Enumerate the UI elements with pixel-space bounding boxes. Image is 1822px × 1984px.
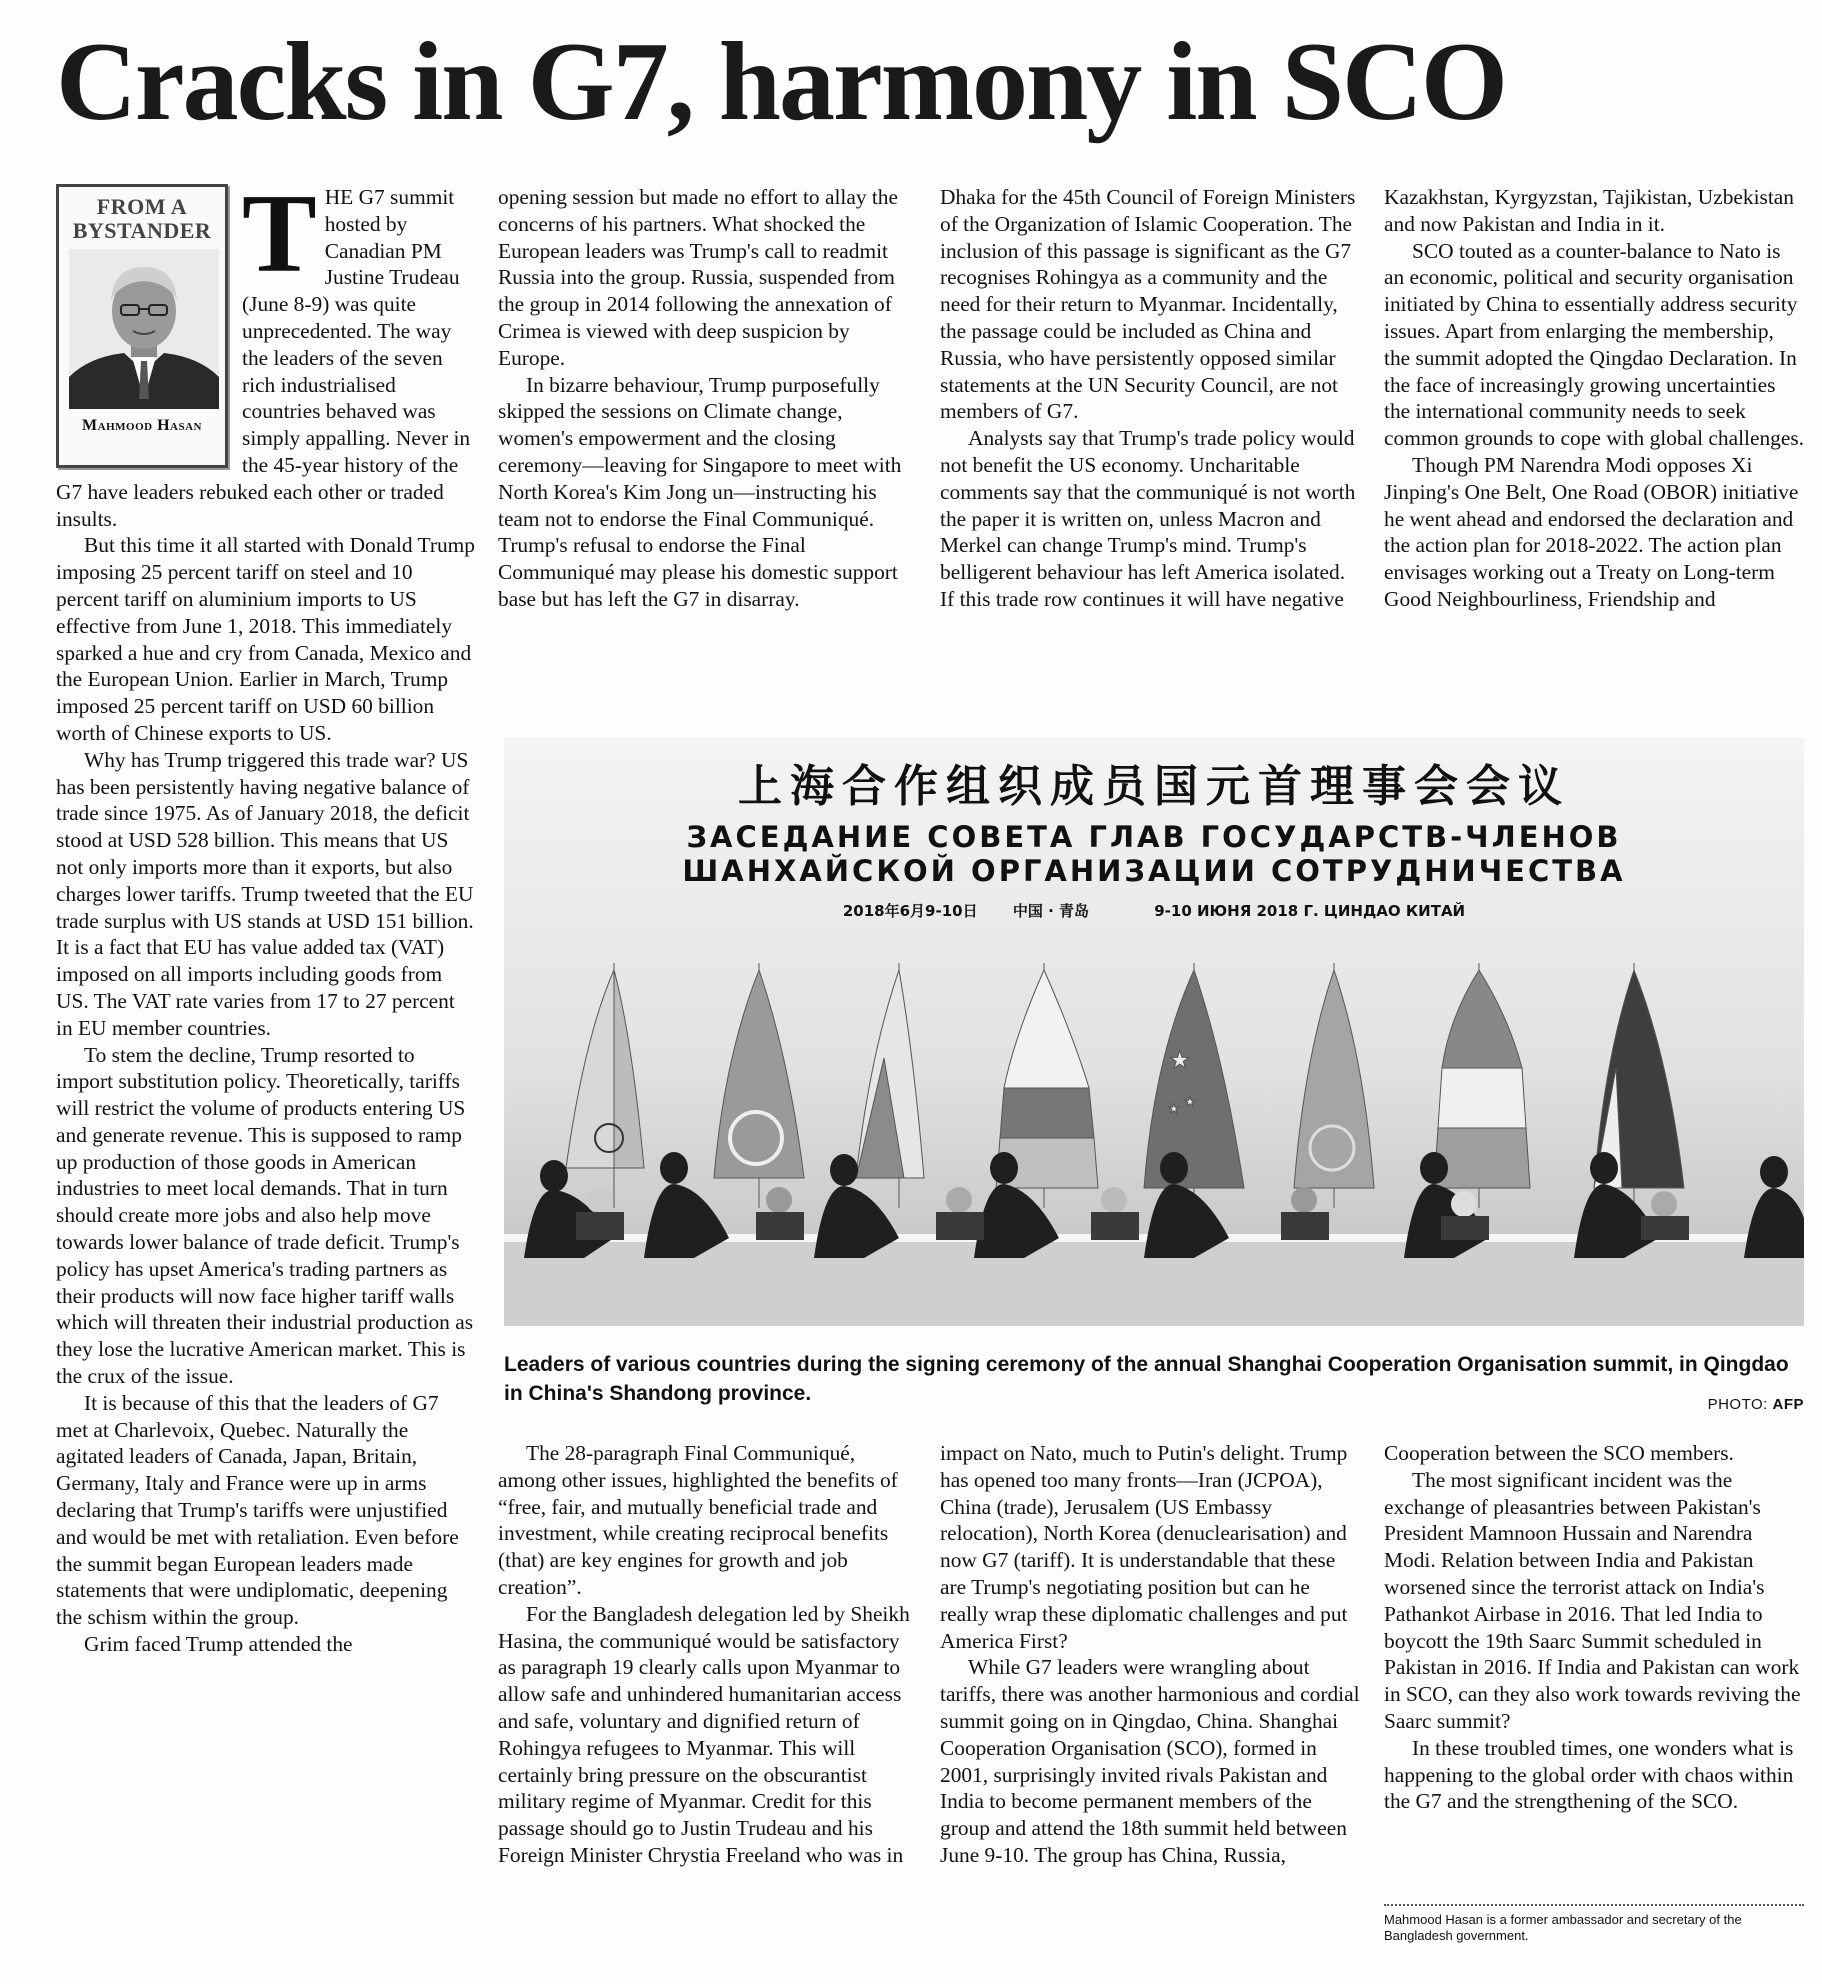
photo-banner (504, 738, 1804, 921)
credit-source: AFP (1772, 1396, 1804, 1413)
paragraph: The most significant incident was the exchange of pleasantries between Pakistan's President Mamnoon Hussain and Narendra Modi. Relation between India and Pakistan worsened since the terrorist attack on India's Pathankot Airbase in 2016. That led India to boycott the 19th Saarc Summit scheduled in Pakistan in 2016. If India and Pakistan can work in SCO, can they also work towards reviving the Saarc summit? (1384, 1467, 1801, 1733)
article-column-4-bottom (1384, 1440, 1804, 1815)
photo-caption: Leaders of various countries during the signing ceremony of the annual Shanghai Cooperation Organisation summit, in Qingdao in China's Shandong province. (504, 1353, 1789, 1405)
paragraph: For the Bangladesh delegation led by Sheikh Hasina, the communiqué would be satisfactory as paragraph 19 clearly calls upon Myanmar to allow safe and unhindered humanitarian access and safe, voluntary and dignified return of Rohingya refugees to Myanmar. This will certainly bring pressure on the obscurantist military regime of Myanmar. Credit for this passage should go to Justin Trudeau and his Foreign Minister Chrystia Freeland who was in (498, 1601, 910, 1867)
banner-russian-line-2: ШАНХАЙСКОЙ ОРГАНИЗАЦИИ СОТРУДНИЧЕСТВА (682, 854, 1626, 888)
article-column-4-top (1384, 184, 1804, 613)
summit-photo (504, 738, 1804, 1326)
paragraph: Kazakhstan, Kyrgyzstan, Tajikistan, Uzbekistan and now Pakistan and India in it. (1384, 185, 1794, 236)
banner-russian-line-1: ЗАСЕДАНИЕ СОВЕТА ГЛАВ ГОСУДАРСТВ-ЧЛЕНОВ (686, 820, 1622, 854)
credit-label: PHOTO: (1707, 1396, 1768, 1413)
author-portrait (69, 249, 219, 409)
banner-date-line (504, 900, 1804, 921)
banner-date-cn: 2018年6月9-10日 (842, 902, 978, 920)
headline: Cracks in G7, harmony in SCO (56, 20, 1506, 144)
article-column-3-bottom (940, 1440, 1360, 1869)
paragraph: To stem the decline, Trump resorted to import substitution policy. Theoretically, tariffs will restrict the volume of products entering US and generate revenue. This is supposed to ramp up production of those goods in American industries to meet local demands. That in turn should create more jobs and also help move towards lower balance of trade deficit. Trump's policy has upset America's trading partners as their products will now face higher tariff walls which will threaten their industrial production as they lose the lucrative American market. This is the crux of the issue. (56, 1042, 474, 1389)
paragraph: But this time it all started with Donald Trump imposing 25 percent tariff on steel and 10 percent tariff on aluminium imports to US effective from June 1, 2018. This immediately sparked a hue and cry from Canada, Mexico and the European Union. Earlier in March, Trump imposed 25 percent tariff on USD 60 billion worth of Chinese exports to US. (56, 533, 475, 745)
paragraph: Why has Trump triggered this trade war? US has been persistently having negative balance of trade since 1975. As of January 2018, the deficit stood at USD 528 billion. This means that US not only imports more than it exports, but also charges lower tariffs. Trump tweeted that the EU trade surplus with US stands at USD 151 billion. It is a fact that EU has value added tax (VAT) imposed on all imports including goods from US. The VAT rate varies from 17 to 27 percent in EU member countries. (56, 747, 474, 1040)
paragraph: impact on Nato, much to Putin's delight. Trump has opened too many fronts—Iran (JCPOA), China (trade), Jerusalem (US Embassy relocation), North Korea (denuclearisation) and now G7 (tariff). It is understandable that these are Trump's negotiating position but can he really wrap these diplomatic challenges and put America First? (940, 1441, 1348, 1653)
paragraph: The 28-paragraph Final Communiqué, among other issues, highlighted the benefits of “free, fair, and mutually beneficial trade and investment, while creating reciprocal benefits (that) are key engines for growth and job creation”. (498, 1441, 898, 1599)
banner-date-ru: 9-10 ИЮНЯ 2018 Г. ЦИНДАО КИТАЙ (1154, 902, 1466, 920)
author-portrait-image (69, 249, 219, 409)
svg-text:★: ★ (1184, 1094, 1196, 1109)
paragraph: SCO touted as a counter-balance to Nato is an economic, political and security organisation initiated by China to essentially address security issues. Apart from enlarging the membership, the summit adopted the Qingdao Declaration. In the face of increasingly growing uncertainties the international community needs to seek common grounds to cope with global challenges. (1384, 238, 1805, 451)
paragraph: Dhaka for the 45th Council of Foreign Ministers of the Organization of Islamic Cooperation. The inclusion of this passage is significant as the G7 recognises Rohingya as a community and the need for their return to Myanmar. Incidentally, the passage could be included as China and Russia, who have persistently opposed similar statements at the UN Security Council, are not members of G7. (940, 185, 1356, 424)
paragraph: Though PM Narendra Modi opposes Xi Jinping's One Belt, One Road (OBOR) initiative he went ahead and endorsed the declaration and the action plan for 2018-2022. The action plan envisages working out a Treaty on Long-term Good Neighbourliness, Friendship and (1384, 452, 1799, 611)
article-column-3-top (940, 184, 1360, 613)
paragraph: In bizarre behaviour, Trump purposefully skipped the sessions on Climate change, women's empowerment and the closing ceremony—leaving for Singapore to meet with North Korea's Kim Jong un—instructing his team not to endorse the Final Communiqué. Trump's refusal to endorse the Final Communiqué may please his domestic support base but has left the G7 in disarray. (498, 372, 902, 611)
banner-chinese: 上海合作组织成员国元首理事会会议 (738, 761, 1570, 812)
paragraph: opening session but made no effort to allay the concerns of his partners. What shocked the European leaders was Trump's call to readmit Russia into the group. Russia, suspended from the group in 2014 following the annexation of Crimea is viewed with deep suspicion by Europe. (498, 185, 898, 370)
columnist-box (56, 184, 228, 468)
article-column-2-top (498, 184, 918, 613)
svg-text:★: ★ (1169, 1048, 1191, 1074)
photo-credit (1708, 1396, 1804, 1413)
author-byline: Mahmood Hasan (82, 417, 202, 434)
column-kicker: FROM A BYSTANDER (72, 194, 212, 243)
author-footnote: Mahmood Hasan is a former ambassador and secretary of the Bangladesh government. (1384, 1904, 1804, 1944)
paragraph: While G7 leaders were wrangling about tariffs, there was another harmonious and cordial summit going on in Qingdao, China. Shanghai Cooperation Organisation (SCO), formed in 2001, surprisingly invited rivals Pakistan and India to become permanent members of the group and attend the 18th summit held between June 9-10. The group has China, Russia, (940, 1655, 1360, 1867)
paragraph: Cooperation between the SCO members. (1384, 1441, 1734, 1465)
paragraph: In these troubled times, one wonders what is happening to the global order with chaos within the G7 and the strengthening of the SCO. (1384, 1735, 1794, 1814)
banner-place-cn: 中国 · 青岛 (1012, 902, 1089, 920)
drop-cap: T (242, 172, 317, 296)
article-column-2-bottom (498, 1440, 918, 1869)
paragraph: Analysts say that Trump's trade policy would not benefit the US economy. Uncharitable comments say that the communiqué is not worth the paper it is written on, unless Macron and Merkel can change Trump's mind. Trump's belligerent behaviour has left America isolated. If this trade row continues it will have negative (940, 426, 1356, 611)
paragraph-text: HE G7 summit hosted by Canadian PM Justine Trudeau (June 8-9) was quite unprecedented. The way the leaders of the seven rich industrialised countries behaved was simply appalling. Never in the 45-year history of the G7 have leaders rebuked each other or traded insults. (56, 185, 471, 531)
paragraph: Grim faced Trump attended the (84, 1632, 353, 1657)
article-column-1 (56, 172, 476, 1658)
paragraph: It is because of this that the leaders of G7 met at Charlevoix, Quebec. Naturally the agitated leaders of Canada, Japan, Britain, Germany, Italy and France were up in arms declaring that Trump's tariffs were unjustified and would be met with retaliation. Even before the summit began European leaders made statements that were undiplomatic, deepening the schism within the group. (56, 1390, 459, 1630)
svg-text:★: ★ (1168, 1101, 1180, 1116)
